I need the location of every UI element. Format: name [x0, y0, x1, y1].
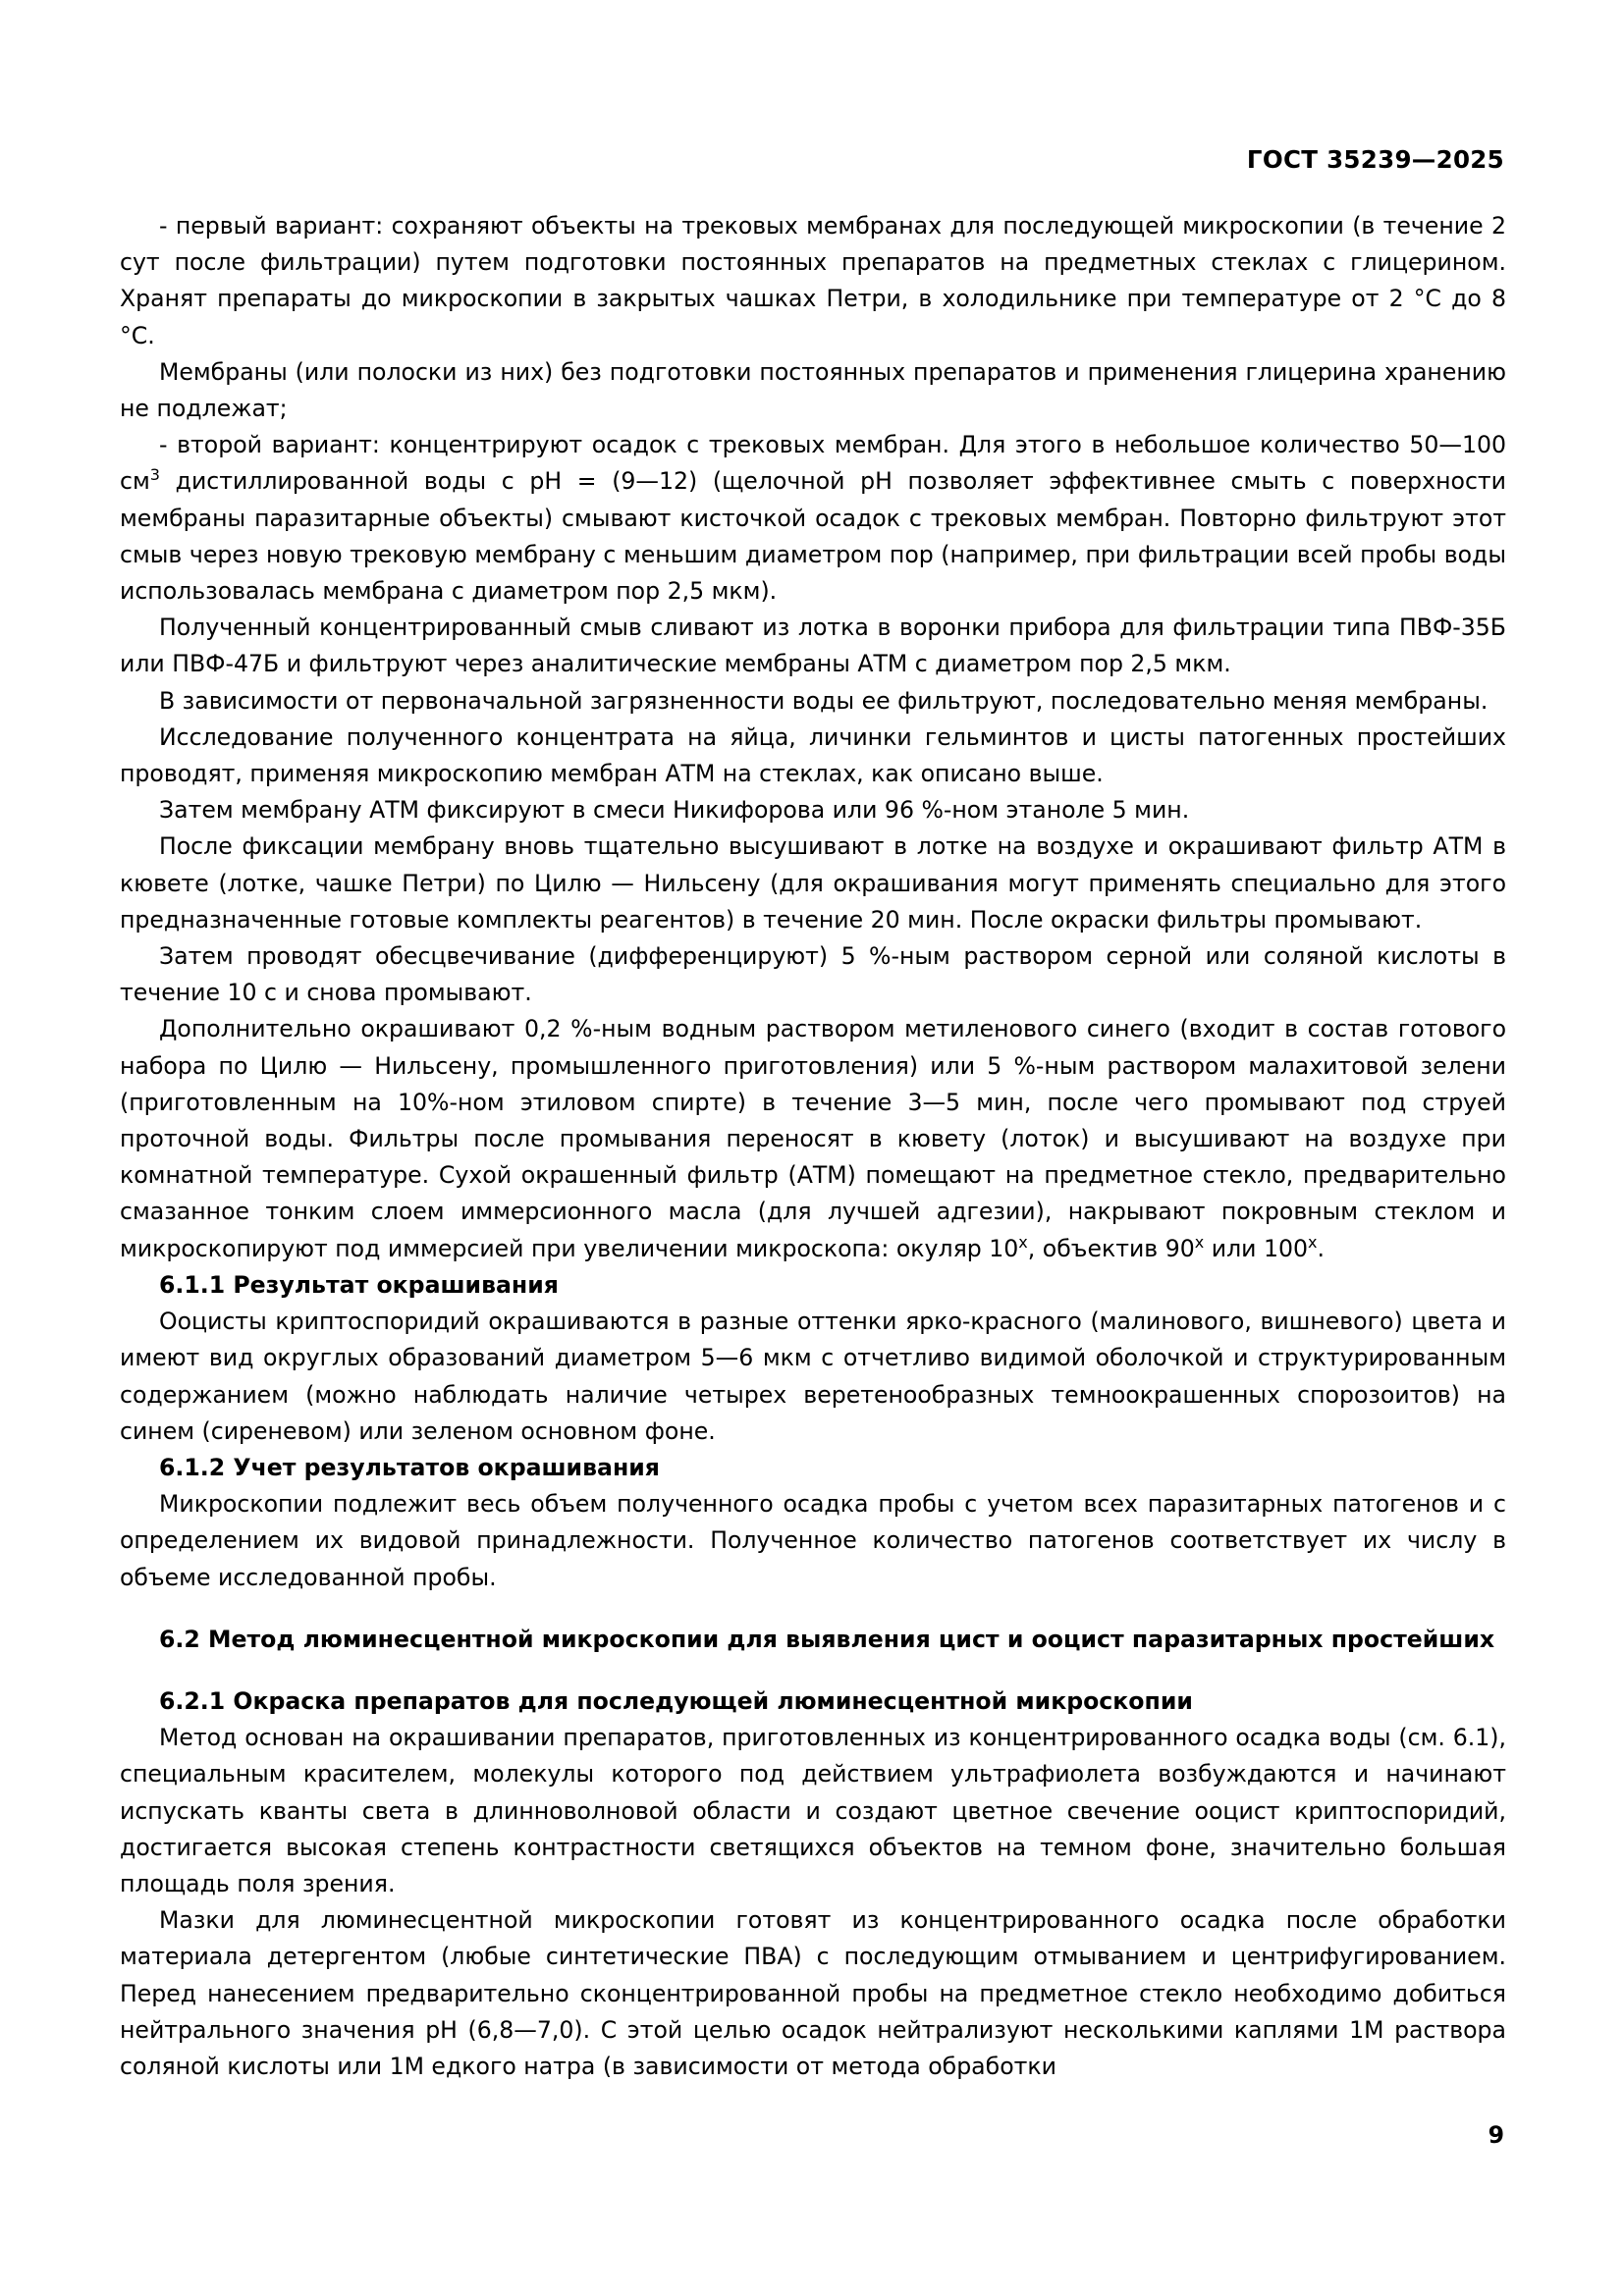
page-body [120, 208, 1506, 2085]
paragraph-decolorization: Затем проводят обесцвечивание (дифференцируют) 5 %-ным раствором серной или соляной кислоты в течение 10 с и снова промывают. [120, 942, 1506, 1007]
paragraph-smears-preparation: Мазки для люминесцентной микроскопии готовят из концентрированного осадка после обработки материала детергентом (любые синтетические ПВА) с последующим отмыванием и центрифугированием. Перед нанесением предварительно сконцентрированной пробы на предметное стекло необходимо добиться нейтрального значения рН (6,8—7,0). С этой целью осадок нейтрализуют несколькими каплями 1М раствора соляной кислоты или 1М едкого натра (в зависимости от метода обработки [120, 1906, 1506, 2080]
paragraph-method-basis: Метод основан на окрашивании препаратов, приготовленных из концентрированного осадка воды (см. 6.1), специальным красителем, молекулы которого под действием ультрафиолета возбуждаются и начинают испускать кванты света в длинноволновой области и создают цветное свечение ооцист криптоспоридий, достигается высокая степень контрастности светящихся объектов на темном фоне, значительно большая площадь поля зрения. [120, 1724, 1506, 1897]
heading-6-1-2: 6.1.2 Учет результатов окрашивания [159, 1453, 660, 1481]
paragraph-additional-staining-part4: . [1317, 1234, 1326, 1262]
heading-6-1-1: 6.1.1 Результат окрашивания [159, 1270, 559, 1299]
paragraph-membrane-fixation: Затем мембрану АТМ фиксируют в смеси Никифорова или 96 %-ном этаноле 5 мин. [159, 796, 1190, 825]
paragraph-first-variant: - первый вариант: сохраняют объекты на трековых мембранах для последующей микроскопии (в течение 2 сут после фильтрации) путем подготовки постоянных препаратов на предметных стеклах с глицерином. Хранят препараты до микроскопии в закрытых чашках Петри, в холодильнике при температуре от 2 °С до 8 °С. [120, 212, 1506, 349]
paragraph-additional-staining-part2: , объектив 90 [1027, 1234, 1195, 1262]
paragraph-concentrate-research: Исследование полученного концентрата на яйца, личинки гельминтов и цисты патогенных простейших проводят, применяя микроскопию мембран АТМ на стеклах, как описано выше. [120, 722, 1506, 788]
page-number: 9 [1488, 2121, 1504, 2149]
superscript-magnification-100: х [1308, 1232, 1318, 1252]
paragraph-water-contamination: В зависимости от первоначальной загрязненности воды ее фильтруют, последовательно меняя мембраны. [159, 686, 1489, 715]
superscript-magnification-ocular: х [1018, 1232, 1028, 1252]
superscript-magnification-90: х [1194, 1232, 1205, 1252]
superscript-cubic: 3 [149, 465, 160, 485]
paragraph-results-accounting: Микроскопии подлежит весь объем полученного осадка пробы с учетом всех паразитарных патогенов и с определением их видовой принадлежности. Полученное количество патогенов соответствует их числу в объеме исследованной пробы. [120, 1490, 1506, 1591]
page-header-standard-number: ГОСТ 35239—2025 [1246, 145, 1504, 174]
heading-6-2: 6.2 Метод люминесцентной микроскопии для выявления цист и ооцист паразитарных простейших [159, 1625, 1495, 1653]
paragraph-additional-staining-part3: или 100 [1204, 1234, 1309, 1262]
heading-6-2-1: 6.2.1 Окраска препаратов для последующей люминесцентной микроскопии [159, 1686, 1193, 1715]
paragraph-second-variant-part1: - второй вариант: концентрируют осадок с трековых мембран. Для этого в небольшое количество 50—100 см [120, 431, 1506, 496]
paragraph-additional-staining-part1: Дополнительно окрашивают 0,2 %-ным водным раствором метиленового синего (входит в состав готового набора по Цилю — Нильсену, промышленного приготовления) или 5 %-ным раствором малахитовой зелени (приготовленным на 10%-ном этиловом спирте) в течение 3—5 мин, после чего промывают под струей проточной воды. Фильтры после промывания переносят в кювету (лоток) и высушивают на воздухе при комнатной температуре. Сухой окрашенный фильтр (АТМ) помещают на предметное стекло, предварительно смазанное тонким слоем иммерсионного масла (для лучшей адгезии), накрывают покровным стеклом и микроскопируют под иммерсией при увеличении микроскопа: окуляр 10 [120, 1015, 1506, 1262]
paragraph-second-variant-part2: дистиллированной воды с рН = (9—12) (щелочной рН позволяет эффективнее смыть с поверхности мембраны паразитарные объекты) смывают кисточкой осадок с трековых мембран. Повторно фильтруют этот смыв через новую трековую мембрану с меньшим диаметром пор (например, при фильтрации всей пробы воды использовалась мембрана с диаметром пор 2,5 мкм). [120, 467, 1506, 606]
paragraph-additional-staining [120, 1011, 1506, 1266]
paragraph-staining-ziehl-neelsen: После фиксации мембрану вновь тщательно высушивают в лотке на воздухе и окрашивают фильтр АТМ в кювете (лотке, чашке Петри) по Цилю — Нильсену (для окрашивания могут применять специально для этого предназначенные готовые комплекты реагентов) в течение 20 мин. После окраски фильтры промывают. [120, 832, 1506, 934]
paragraph-concentrated-rinse: Полученный концентрированный смыв сливают из лотка в воронки прибора для фильтрации типа ПВФ-35Б или ПВФ-47Б и фильтруют через аналитические мембраны АТМ с диаметром пор 2,5 мкм. [120, 614, 1506, 678]
paragraph-oocysts-result: Ооцисты криптоспоридий окрашиваются в разные оттенки ярко-красного (малинового, вишневого) цвета и имеют вид округлых образований диаметром 5—6 мкм с отчетливо видимой оболочкой и структурированным содержанием (можно наблюдать наличие четырех веретенообразных темноокрашенных спорозоитов) на синем (сиреневом) или зеленом основном фоне. [120, 1308, 1506, 1445]
paragraph-membranes-storage: Мембраны (или полоски из них) без подготовки постоянных препаратов и применения глицерина хранению не подлежат; [120, 357, 1506, 423]
paragraph-second-variant [120, 427, 1506, 610]
